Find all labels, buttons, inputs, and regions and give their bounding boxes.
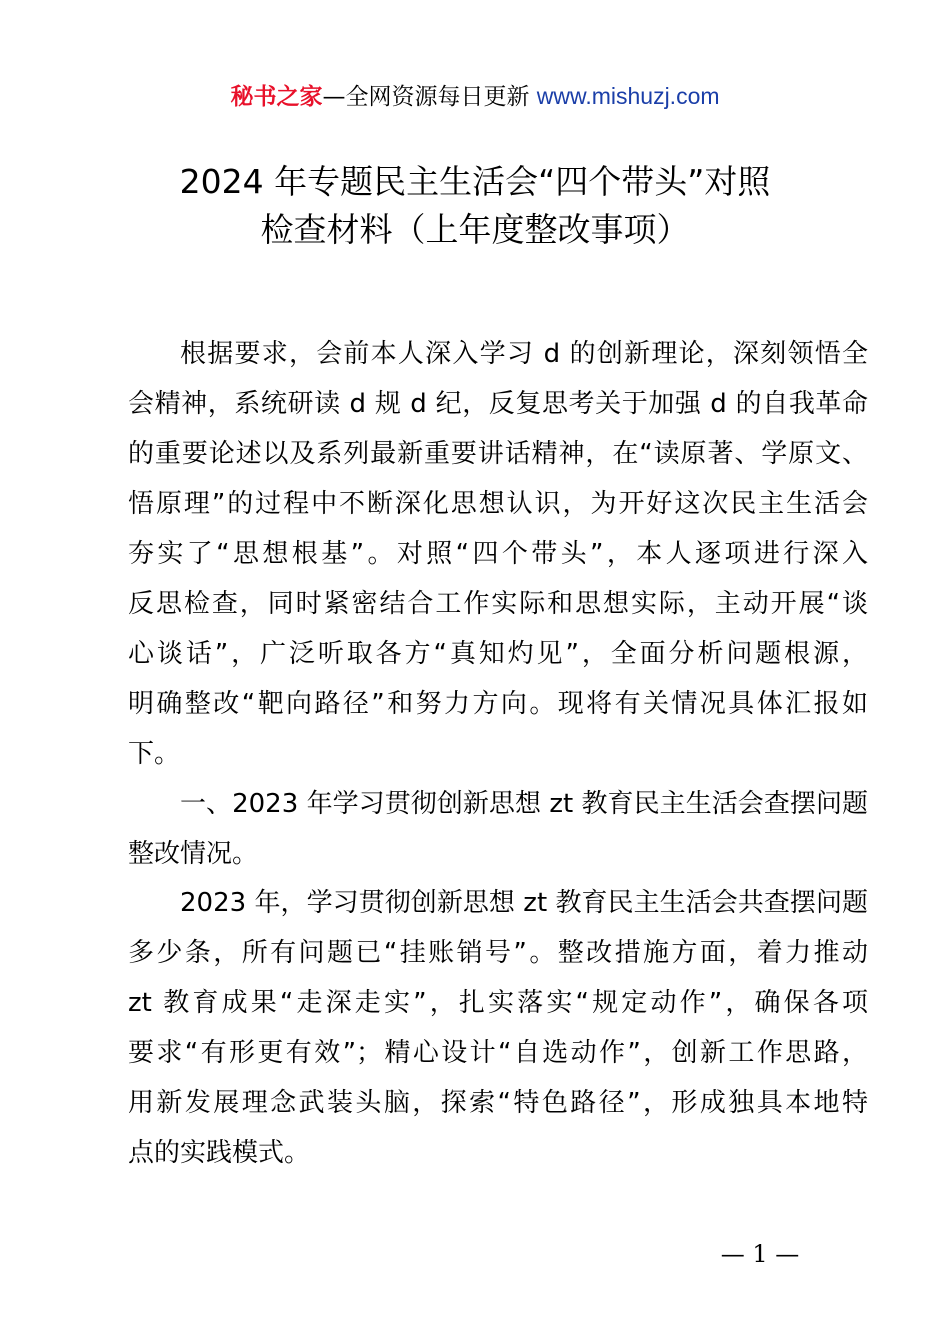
paragraph-line: 的重要论述以及系列最新重要讲话精神，在“读原著、学原文、 bbox=[128, 439, 868, 469]
paragraph-line: 下。 bbox=[128, 739, 181, 769]
paragraph-line: 明确整改“靶向路径”和努力方向。现将有关情况具体汇报如 bbox=[128, 689, 868, 719]
paragraph-line: 会精神，系统研读 d 规 d 纪，反复思考关于加强 d 的自我革命 bbox=[128, 389, 868, 419]
paragraph-line: 点的实践模式。 bbox=[128, 1138, 311, 1168]
paragraph-line: 要求“有形更有效”；精心设计“自选动作”，创新工作思路， bbox=[128, 1038, 868, 1068]
section-heading-line: 整改情况。 bbox=[128, 839, 259, 869]
document-title-line-2: 检查材料（上年度整改事项） bbox=[260, 210, 690, 249]
paragraph-line: 多少条，所有问题已“挂账销号”。整改措施方面，着力推动 bbox=[128, 938, 868, 968]
paragraph-line: 2023 年，学习贯彻创新思想 zt 教育民主生活会共查摆问题 bbox=[180, 888, 868, 918]
paragraph-line: 反思检查，同时紧密结合工作实际和思想实际，主动开展“谈 bbox=[128, 589, 868, 619]
document-title-line-1: 2024 年专题民主生活会“四个带头”对照 bbox=[179, 162, 771, 201]
paragraph-line: 心谈话”，广泛听取各方“真知灼见”，全面分析问题根源， bbox=[128, 639, 868, 669]
paragraph-line: zt 教育成果“走深走实”，扎实落实“规定动作”，确保各项 bbox=[128, 988, 868, 1018]
section-heading-line: 一、2023 年学习贯彻创新思想 zt 教育民主生活会查摆问题 bbox=[180, 789, 868, 819]
website-url[interactable]: www.mishuzj.com bbox=[536, 83, 720, 109]
site-header bbox=[0, 80, 950, 113]
header-tagline: —全网资源每日更新 bbox=[322, 84, 530, 110]
paragraph-line: 悟原理”的过程中不断深化思想认识，为开好这次民主生活会 bbox=[128, 489, 868, 519]
brand-name: 秘书之家 bbox=[230, 84, 323, 110]
paragraph-line: 用新发展理念武装头脑，探索“特色路径”，形成独具本地特 bbox=[128, 1088, 868, 1118]
page-number: — 1 — bbox=[720, 1240, 800, 1268]
paragraph-line: 夯实了“思想根基”。对照“四个带头”，本人逐项进行深入 bbox=[128, 539, 868, 569]
paragraph-line: 根据要求，会前本人深入学习 d 的创新理论，深刻领悟全 bbox=[180, 339, 868, 369]
